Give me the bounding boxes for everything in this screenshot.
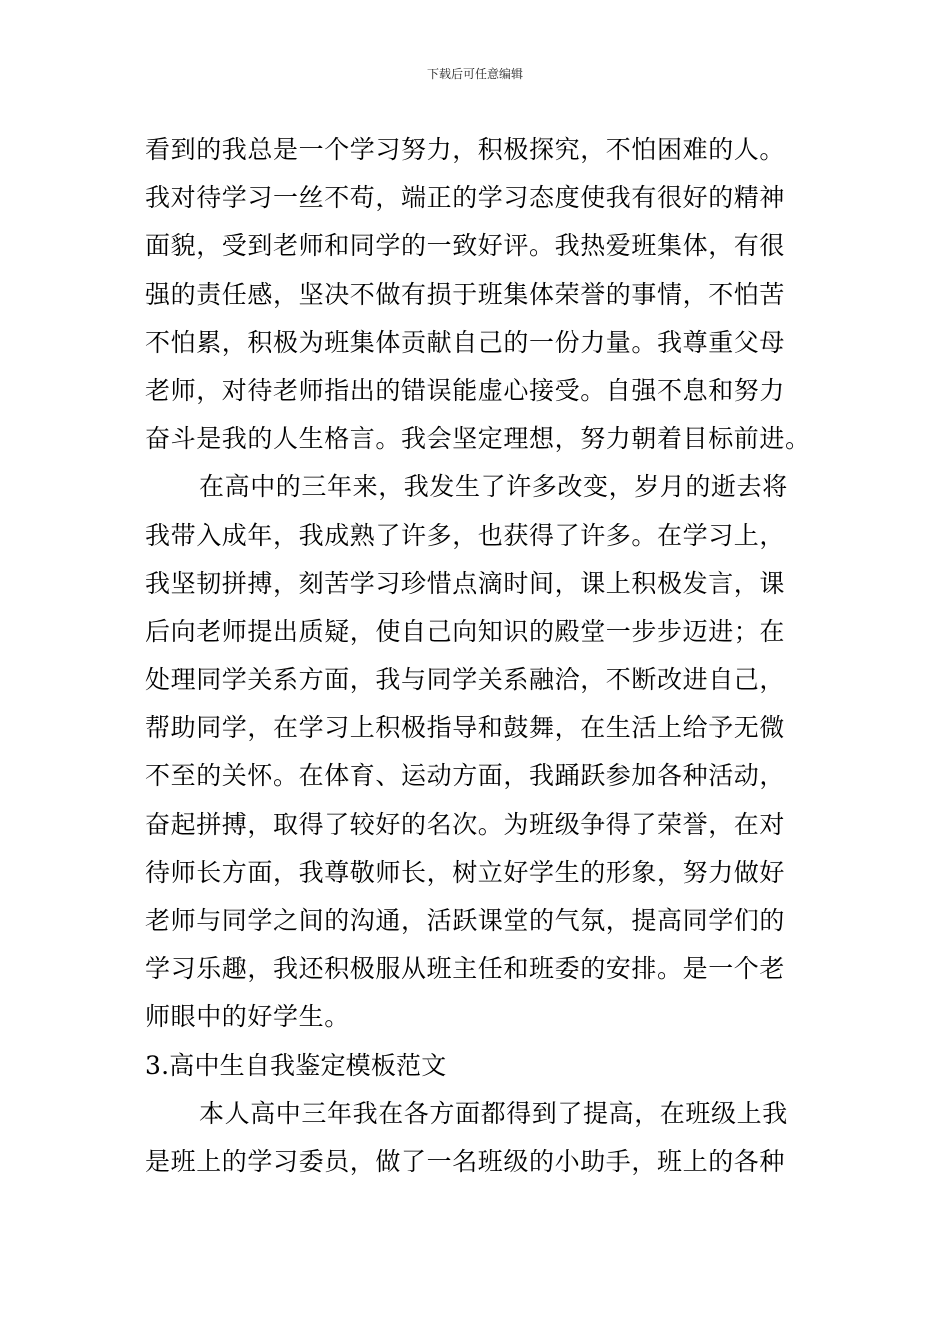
text-line: 后向老师提出质疑，使自己向知识的殿堂一步步迈进；在 (145, 616, 786, 646)
text-line: 老师与同学之间的沟通，活跃课堂的气氛，提高同学们的 (145, 906, 786, 935)
text-line: 强的责任感，坚决不做有损于班集体荣誉的事情，不怕苦 (145, 279, 786, 309)
paragraph-first-line: 在高中的三年来，我发生了许多改变，岁月的逝去将 (199, 472, 788, 502)
section-heading: 3.高中生自我鉴定模板范文 (145, 1050, 447, 1080)
text-line: 学习乐趣，我还积极服从班主任和班委的安排。是一个老 (145, 954, 786, 984)
paragraph-first-line: 本人高中三年我在各方面都得到了提高，在班级上我 (199, 1098, 788, 1128)
text-line: 我带入成年，我成熟了许多，也获得了许多。在学习上， (145, 520, 786, 550)
header-note: 下载后可任意编辑 (426, 67, 523, 81)
text-line: 奋斗是我的人生格言。我会坚定理想，努力朝着目标前进。 (145, 424, 811, 454)
text-line: 是班上的学习委员，做了一名班级的小助手，班上的各种 (145, 1146, 786, 1176)
document-body (145, 126, 815, 1186)
text-line: 师眼中的好学生。 (145, 1002, 350, 1032)
text-line: 处理同学关系方面，我与同学关系融洽，不断改进自己， (145, 665, 786, 695)
text-line: 不至的关怀。在体育、运动方面，我踊跃参加各种活动， (145, 761, 786, 791)
text-line: 我对待学习一丝不苟，端正的学习态度使我有很好的精神 (145, 183, 786, 213)
text-line: 面貌，受到老师和同学的一致好评。我热爱班集体，有很 (145, 231, 786, 261)
text-line: 老师，对待老师指出的错误能虚心接受。自强不息和努力 (145, 375, 786, 405)
text-line: 我坚韧拼搏，刻苦学习珍惜点滴时间，课上积极发言，课 (145, 568, 786, 598)
text-line: 奋起拼搏，取得了较好的名次。为班级争得了荣誉，在对 (145, 809, 786, 839)
text-line: 不怕累，积极为班集体贡献自己的一份力量。我尊重父母 (145, 327, 786, 357)
text-line: 看到的我总是一个学习努力，积极探究，不怕困难的人。 (145, 135, 786, 164)
text-line: 待师长方面，我尊敬师长，树立好学生的形象，努力做好 (145, 857, 786, 887)
text-line: 帮助同学，在学习上积极指导和鼓舞，在生活上给予无微 (145, 713, 786, 743)
